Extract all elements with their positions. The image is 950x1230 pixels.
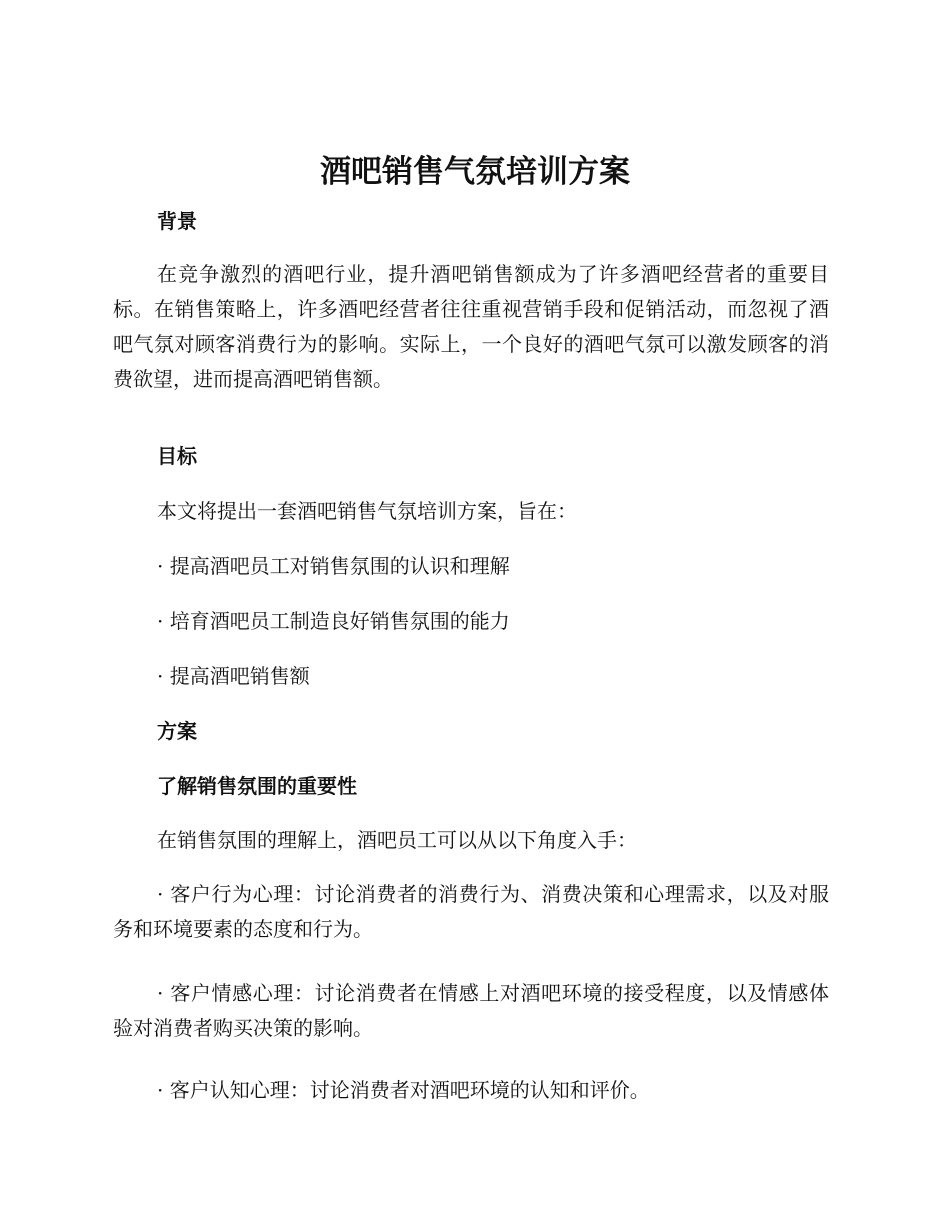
- goal-intro: 本文将提出一套酒吧销售气氛培训方案，旨在：: [157, 499, 577, 523]
- plan-intro: 在销售氛围的理解上，酒吧员工可以从以下角度入手：: [157, 828, 637, 852]
- subsection-heading: 了解销售氛围的重要性: [157, 774, 357, 798]
- section-heading-goal: 目标: [157, 444, 197, 468]
- plan-point: · 客户认知心理：讨论消费者对酒吧环境的认知和评价。: [157, 1078, 650, 1102]
- background-paragraph: 在竞争激烈的酒吧行业，提升酒吧销售额成为了许多酒吧经营者的重要目标。在销售策略上，许多酒吧经营者往往重视营销手段和促销活动，而忽视了酒吧气氛对顾客消费行为的影响。实际上，一个良好的酒吧气氛可以激发顾客的消费欲望，进而提高酒吧销售额。: [113, 262, 829, 391]
- goal-list-item: · 提高酒吧销售额: [157, 664, 310, 688]
- plan-point: · 客户情感心理：讨论消费者在情感上对酒吧环境的接受程度，以及情感体验对消费者购买决策的影响。: [113, 981, 829, 1040]
- document-title: 酒吧销售气氛培训方案: [320, 154, 630, 190]
- section-heading-background: 背景: [157, 209, 197, 233]
- goal-list-item: · 提高酒吧员工对销售氛围的认识和理解: [157, 554, 510, 578]
- section-heading-plan: 方案: [157, 719, 197, 743]
- plan-point: · 客户行为心理：讨论消费者的消费行为、消费决策和心理需求，以及对服务和环境要素的态度和行为。: [113, 882, 829, 941]
- goal-list-item: · 培育酒吧员工制造良好销售氛围的能力: [157, 609, 510, 633]
